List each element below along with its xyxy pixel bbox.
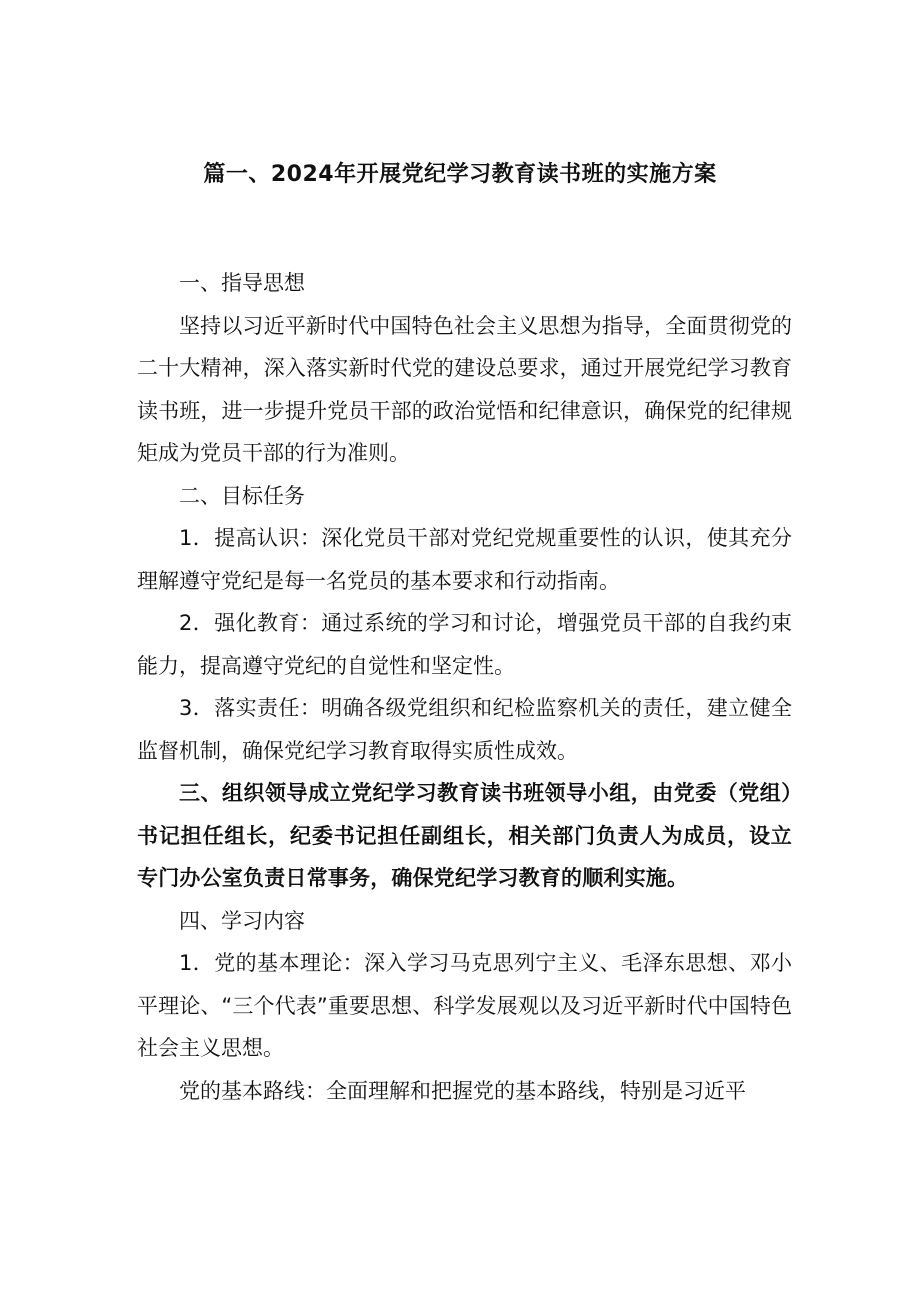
section-heading-guiding-ideology: 一、指导思想 [179, 271, 305, 295]
section-heading-goals: 二、目标任务 [179, 483, 305, 508]
paragraph-goal-3: 3．落实责任：明确各级党组织和纪检监察机关的责任，建立健全监督机制，确保党纪学习教育取得实质性成效。 [137, 696, 792, 763]
paragraph-study-1: 1．党的基本理论：深入学习马克思列宁主义、毛泽东思想、邓小平理论、“三个代表”重要思想、科学发展观以及习近平新时代中国特色社会主义思想。 [137, 951, 792, 1060]
document-body [137, 262, 792, 1112]
paragraph-goal-1: 1．提高认识：深化党员干部对党纪党规重要性的认识，使其充分理解遵守党纪是每一名党员的基本要求和行动指南。 [137, 526, 792, 593]
document-title: 篇一、2024年开展党纪学习教育读书班的实施方案 [203, 162, 717, 187]
paragraph-guiding-ideology: 坚持以习近平新时代中国特色社会主义思想为指导，全面贯彻党的二十大精神，深入落实新时代党的建设总要求，通过开展党纪学习教育读书班，进一步提升党员干部的政治觉悟和纪律意识，确保党的纪律规矩成为党员干部的行为准则。 [137, 313, 792, 465]
paragraph-goal-2: 2．强化教育：通过系统的学习和讨论，增强党员干部的自我约束能力，提高遵守党纪的自觉性和坚定性。 [137, 611, 792, 678]
section-heading-study-content: 四、学习内容 [179, 908, 305, 933]
paragraph-organization-leadership: 三、组织领导成立党纪学习教育读书班领导小组，由党委（党组）书记担任组长，纪委书记担任副组长，相关部门负责人为成员，设立专门办公室负责日常事务，确保党纪学习教育的顺利实施。 [137, 781, 792, 890]
paragraph-basic-line: 党的基本路线：全面理解和把握党的基本路线，特别是习近平 [179, 1078, 746, 1103]
